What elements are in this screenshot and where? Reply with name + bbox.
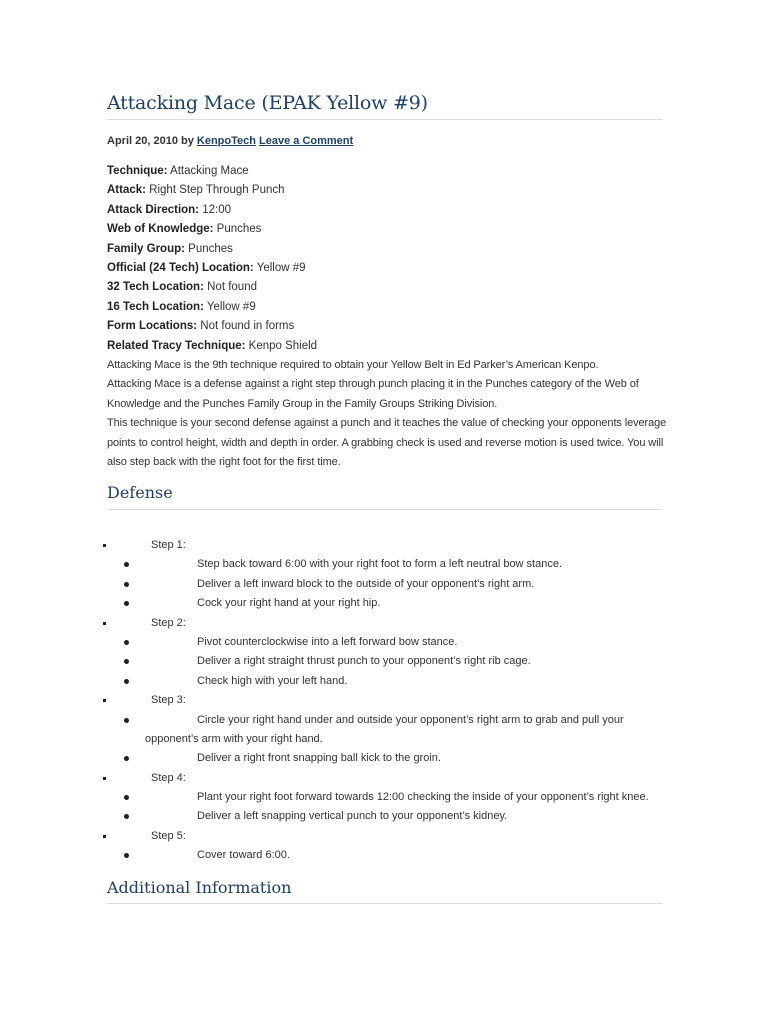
list-item: Deliver a left snapping vertical punch to your opponent’s kidney. [0,807,768,826]
field-attack-direction: Attack Direction: 12:00 [107,203,232,216]
leave-comment-link[interactable]: Leave a Comment [259,135,354,147]
post-meta [107,135,353,147]
list-item: Circle your right hand under and outside your opponent’s right arm to grab and pull your opponent’s arm with your right hand. [0,711,768,750]
bullet-icon [124,582,129,587]
field-16-tech-location: 16 Tech Location: Yellow #9 [107,300,256,313]
list-item: Step back toward 6:00 with your right foot to form a left neutral bow stance. [0,555,768,574]
defense-divider [107,509,662,510]
bullet-icon [124,814,129,819]
list-item: Cover toward 6:00. [0,846,768,865]
field-32-tech-location: 32 Tech Location: Not found [107,281,257,294]
defense-heading: Defense [107,483,173,502]
bullet-icon [124,795,129,800]
bullet-icon [124,562,129,567]
technique-fields [107,162,667,473]
post-date: April 20, 2010 by [107,135,197,147]
list-item: Pivot counterclockwise into a left forward bow stance. [0,633,768,652]
list-item: Plant your right foot forward towards 12:00 checking the inside of your opponent’s right knee. [0,788,768,807]
list-item: Cock your right hand at your right hip. [0,594,768,613]
step-1: Step 1: [0,536,768,555]
bullet-icon [124,853,129,858]
field-attack: Attack: Right Step Through Punch [107,184,285,197]
list-item: Deliver a left inward block to the outside of your opponent’s right arm. [0,575,768,594]
list-item: Check high with your left hand. [0,672,768,691]
list-item: Deliver a right front snapping ball kick to the groin. [0,749,768,768]
bullet-icon [124,601,129,606]
title-divider [107,119,662,120]
bullet-icon [124,659,129,664]
post-title: Attacking Mace (EPAK Yellow #9) [107,92,428,114]
field-official-location: Official (24 Tech) Location: Yellow #9 [107,262,306,275]
additional-info-divider [107,903,662,904]
square-bullet-icon [103,699,106,702]
field-related-tracy: Related Tracy Technique: Kenpo Shield [107,339,318,352]
square-bullet-icon [103,777,106,780]
field-family-group: Family Group: Punches [107,242,233,255]
step-5: Step 5: [0,827,768,846]
list-item: Deliver a right straight thrust punch to your opponent’s right rib cage. [0,652,768,671]
square-bullet-icon [103,544,106,547]
field-web-of-knowledge: Web of Knowledge: Punches [107,223,262,236]
square-bullet-icon [103,622,106,625]
additional-info-heading: Additional Information [107,878,292,897]
bullet-icon [124,640,129,645]
field-technique: Technique: Attacking Mace [107,165,249,177]
bullet-icon [124,756,129,761]
paragraph-technique-notes: This technique is your second defense against a punch and it teaches the value of checking your opponents leverage points to control height, width and depth in order. A grabbing check is used and reverse motion is used twice. You will also step back with the right foot for the first time. [107,417,667,469]
square-bullet-icon [103,835,106,838]
paragraph-intro: Attacking Mace is the 9th technique required to obtain your Yellow Belt in Ed Parker’s American Kenpo. [107,359,599,372]
bullet-icon [124,679,129,684]
step-2: Step 2: [0,614,768,633]
step-3: Step 3: [0,691,768,710]
author-link[interactable]: KenpoTech [196,135,256,147]
step-4: Step 4: [0,769,768,788]
paragraph-defense-summary: Attacking Mace is a defense against a right step through punch placing it in the Punches category of the Web of Knowledge and the Punches Family Group in the Family Groups Striking Division. [107,378,639,410]
bullet-icon [124,718,129,723]
defense-steps [0,536,768,866]
field-form-locations: Form Locations: Not found in forms [107,320,295,333]
